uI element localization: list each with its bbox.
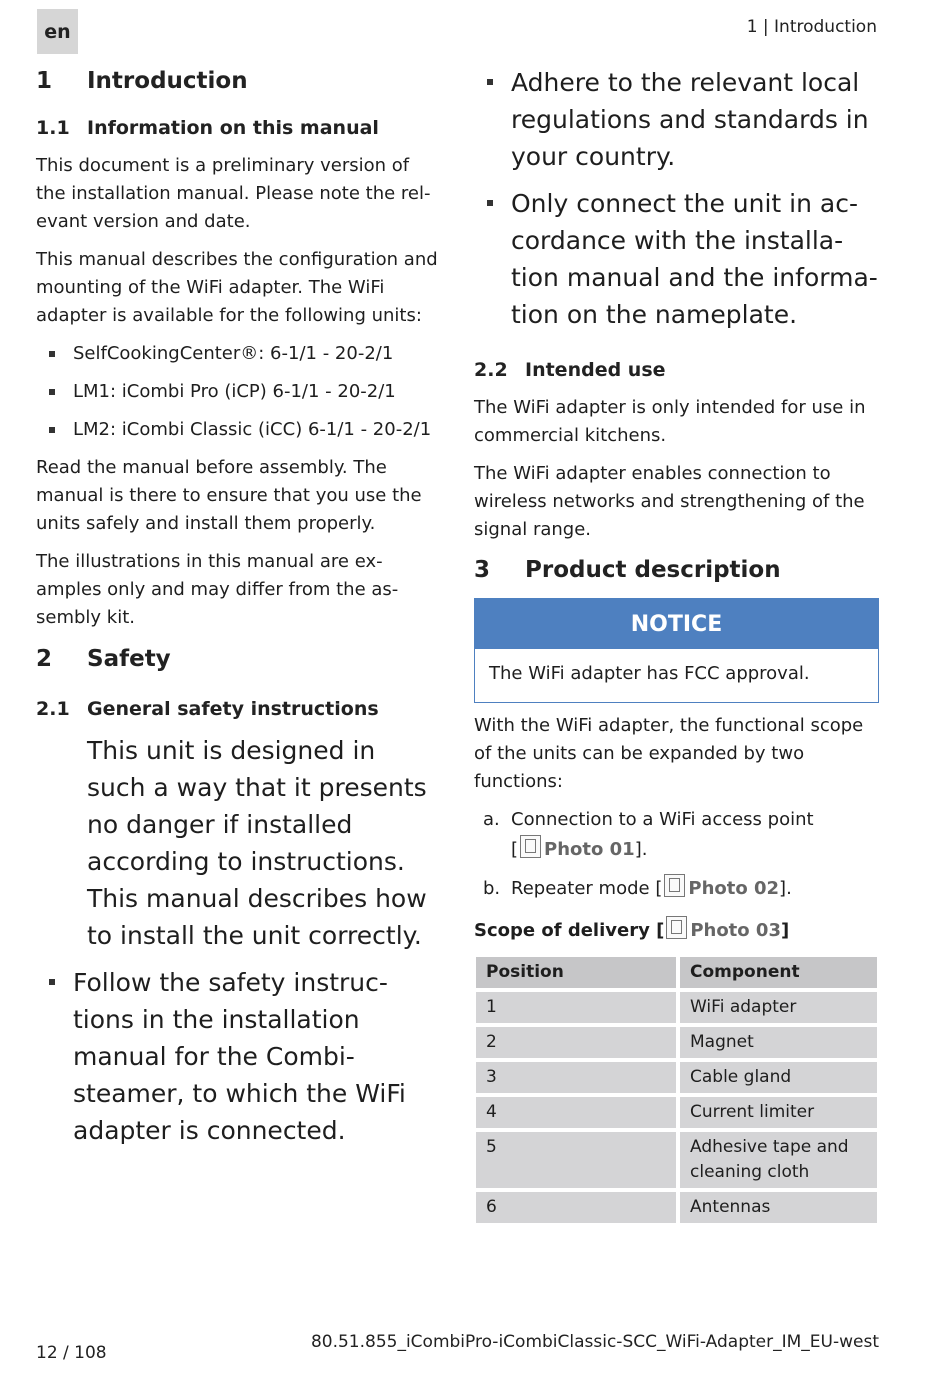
safety-bullets-left [36,964,441,1149]
notice-box [474,598,879,703]
photo-icon [520,835,541,858]
table-cell: 1 [476,992,676,1023]
ref-open: [ [655,878,663,899]
table-cell: Adhesive tape and cleaning cloth [680,1132,877,1188]
heading-title: Intended use [525,359,666,381]
heading-general-safety [36,698,441,720]
photo-ref-link[interactable]: Photo 02 [688,878,780,899]
heading-number: 3 [474,557,491,583]
running-header: 1 | Introduction [746,17,877,37]
units-list [36,340,441,444]
scope-of-delivery-heading [474,916,879,945]
heading-number: 1.1 [36,117,70,139]
heading-title: Introduction [87,68,248,94]
photo-icon [666,916,687,939]
heading-introduction [36,68,441,94]
paragraph-illustrations: The illustrations in this manual are ex-amples only and may differ from the as-sembly kit. [36,551,399,628]
heading-title: Product description [525,557,781,583]
heading-number: 2 [36,646,53,672]
table-row [476,1192,877,1223]
list-item: LM2: iCombi Classic (iCC) 6-1/1 - 20-2/1 [36,416,441,444]
paragraph-preliminary: This document is a preliminary version of the installation manual. Please note the rel-evant version and date. [36,155,431,232]
functions-list [474,805,879,904]
table-row [476,1027,877,1058]
paragraph-read-manual: Read the manual before assembly. The manual is there to ensure that you use the units safely and install them properly. [36,457,422,534]
heading-title: Safety [87,646,171,672]
scope-label: Scope of delivery [ [474,920,665,941]
list-item [474,805,879,865]
scope-close: ] [780,920,790,941]
table-row [476,1062,877,1093]
table-cell: Antennas [680,1192,877,1223]
table-cell: Current limiter [680,1097,877,1128]
right-column [474,62,879,1227]
safety-bullets-right [474,64,879,333]
photo-icon [664,874,685,897]
heading-title: Information on this manual [87,117,379,139]
ref-close: ]. [634,839,648,860]
language-badge: en [37,9,78,54]
table-cell: 3 [476,1062,676,1093]
function-text: Repeater mode [511,878,650,899]
table-row [476,992,877,1023]
table-header-cell: Position [476,957,676,988]
heading-information-on-manual [36,117,441,139]
heading-intended-use [474,359,879,381]
table-cell: 5 [476,1132,676,1188]
list-marker: b. [483,878,501,899]
document-id: 80.51.855_iCombiPro-iCombiClassic-SCC_WiFi-Adapter_IM_EU-west [310,1332,879,1352]
photo-ref-link[interactable]: Photo 01 [544,839,635,860]
list-item: Follow the safety instruc-tions in the installation manual for the Combi-steamer, to which the WiFi adapter is connected. [36,964,441,1149]
heading-safety [36,646,441,672]
table-row [476,1132,877,1188]
list-item [474,874,879,904]
heading-number: 2.1 [36,698,70,720]
list-item: LM1: iCombi Pro (iCP) 6-1/1 - 20-2/1 [36,378,441,406]
heading-number: 2.2 [474,359,508,381]
table-row [476,1097,877,1128]
paragraph-unit-designed: This unit is designed in such a way that it presents no danger if installed according to instructions. This manual describes how to install the unit correctly. [87,736,427,950]
page-number: 12 / 108 [36,1343,107,1363]
ref-open: [ [511,839,519,860]
paragraph-intended-connection: The WiFi adapter enables connection to wireless networks and strengthening of the signal range. [474,463,865,540]
table-cell: 6 [476,1192,676,1223]
delivery-table [472,953,881,1227]
function-text: Connection to a WiFi access point [511,809,814,830]
table-header-cell: Component [680,957,877,988]
list-item: SelfCookingCenter®: 6-1/1 - 20-2/1 [36,340,441,368]
notice-title: NOTICE [475,599,878,649]
paragraph-intended-kitchens: The WiFi adapter is only intended for use in commercial kitchens. [474,397,866,446]
heading-number: 1 [36,68,53,94]
heading-product-description [474,557,879,583]
table-cell: 2 [476,1027,676,1058]
ref-close: ]. [779,878,792,899]
table-cell: Magnet [680,1027,877,1058]
table-cell: WiFi adapter [680,992,877,1023]
list-marker: a. [483,809,500,830]
heading-title: General safety instructions [87,698,379,720]
left-column [36,62,441,1149]
list-item: Adhere to the relevant local regulations and standards in your country. [474,64,879,175]
table-cell: Cable gland [680,1062,877,1093]
list-item: Only connect the unit in ac-cordance with the installa-tion manual and the informa-tion on the nameplate. [474,185,879,333]
notice-text: The WiFi adapter has FCC approval. [489,663,810,684]
paragraph-functions: With the WiFi adapter, the functional scope of the units can be expanded by two functions: [474,715,864,792]
photo-ref-link[interactable]: Photo 03 [690,920,781,941]
paragraph-describes: This manual describes the configuration and mounting of the WiFi adapter. The WiFi adapter is available for the following units: [36,249,438,326]
table-header-row [476,957,877,988]
table-cell: 4 [476,1097,676,1128]
